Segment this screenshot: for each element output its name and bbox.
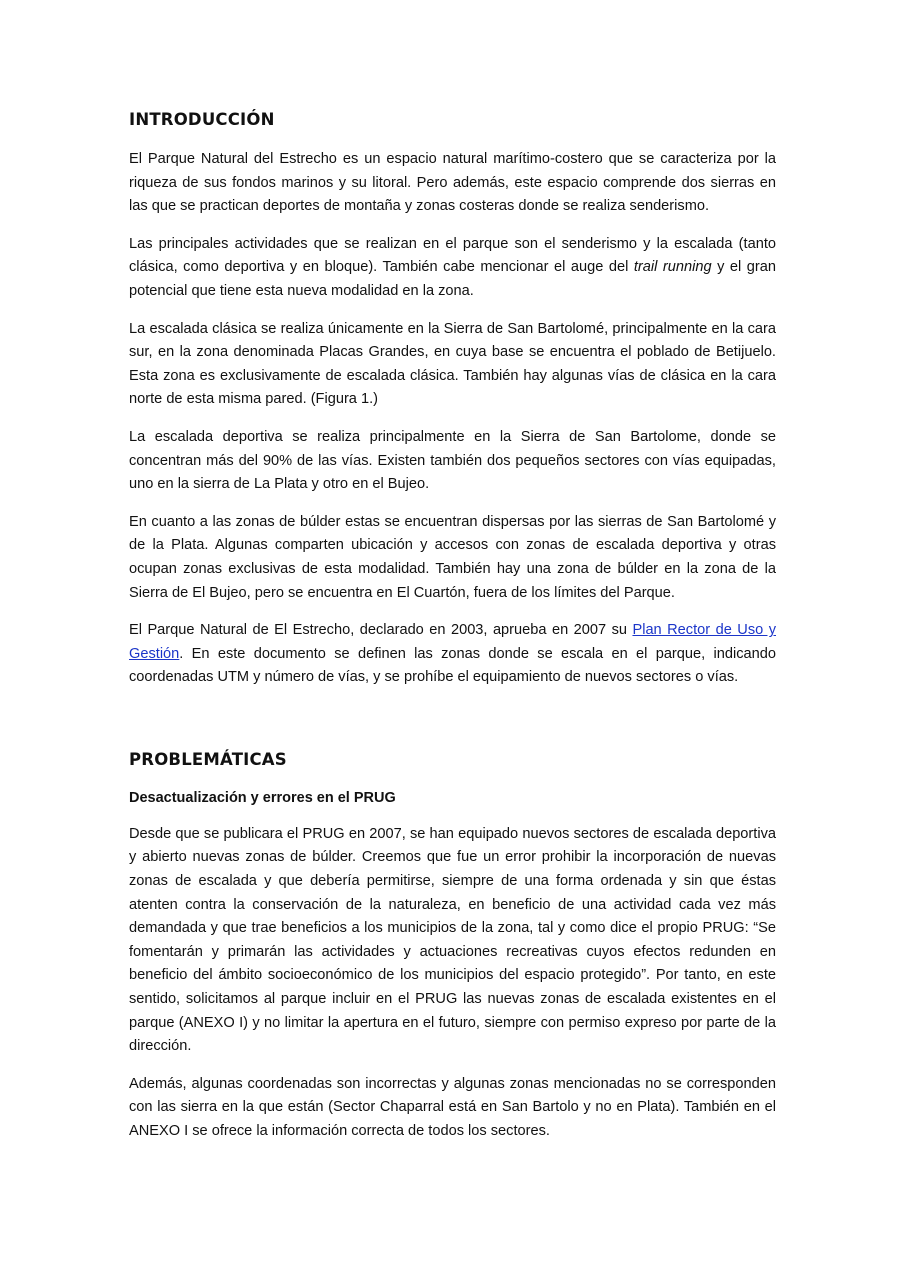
intro-paragraph-4: La escalada deportiva se realiza principalmente en la Sierra de San Bartolome, donde se concentran más del 90% de las vías. Existen también dos pequeños sectores con vías equipadas, uno en la sierra de La Plata y otro en el Bujeo. — [129, 428, 776, 493]
trail-running-term: trail running — [633, 259, 712, 276]
problems-paragraph-1: Desde que se publicara el PRUG en 2007, se han equipado nuevos sectores de escalada deportiva y abierto nuevas zonas de búlder. Creemos que fue un error prohibir la incorporación de nuevas zonas de escalada y que debería permitirse, siempre de una forma ordenada y sin que éstas atenten contra la conservación de la naturaleza, en beneficio de una actividad cada vez más demandada y que trae beneficios a los municipios de la zona, tal y como dice el propio PRUG: “Se fomentarán y primarán las actividades y actuaciones recreativas cuyos efectos redunden en beneficio del ámbito socioeconómico de los municipios del espacio protegido”. Por tanto, en este sentido, solicitamos al parque incluir en el PRUG las nuevas zonas de escalada existentes en el parque (ANEXO I) y no limitar la apertura en el futuro, siempre con permiso expreso por parte de la dirección. — [129, 825, 776, 1055]
intro-paragraph-2-text-a: Las principales actividades que se realizan en el parque son el senderismo y la escalada (tanto clásica, como deportiva y en bloque). También cabe mencionar el auge del — [129, 235, 776, 276]
intro-heading: INTRODUCCIÓN — [129, 110, 275, 129]
problems-paragraph-2: Además, algunas coordenadas son incorrectas y algunas zonas mencionadas no se corresponden con las sierra en la que están (Sector Chaparral está en San Bartolo y no en Plata). También en el ANEXO I se ofrece la información correcta de todos los sectores. — [129, 1075, 776, 1139]
intro-paragraph-6-text-a: El Parque Natural de El Estrecho, declarado en 2003, aprueba en 2007 su — [129, 622, 633, 639]
prug-link[interactable]: Plan Rector de Uso y Gestión — [129, 622, 776, 662]
intro-paragraph-6-text-b: . En este documento se definen las zonas donde se escala en el parque, indicando coordenadas UTM y número de vías, y se prohíbe el equipamiento de nuevos sectores o vías. — [129, 645, 776, 686]
intro-paragraph-6 — [129, 619, 776, 690]
intro-paragraph-3: La escalada clásica se realiza únicamente en la Sierra de San Bartolomé, principalmente en la cara sur, en la zona denominada Placas Grandes, en cuya base se encuentra el poblado de Betijuelo. Esta zona es exclusivamente de escalada clásica. También hay algunas vías de clásica en la cara norte de esta misma pared. (Figura 1.) — [129, 320, 776, 408]
problems-heading: PROBLEMÁTICAS — [129, 749, 287, 769]
problems-subheading: Desactualización y errores en el PRUG — [129, 789, 396, 806]
intro-paragraph-2-text-b: y el gran potencial que tiene esta nueva modalidad en la zona. — [129, 259, 776, 299]
intro-paragraph-1: El Parque Natural del Estrecho es un espacio natural marítimo-costero que se caracteriza por la riqueza de sus fondos marinos y su litoral. Pero además, este espacio comprende dos sierras en las que se practican deportes de montaña y zonas costeras donde se realiza senderismo. — [129, 151, 776, 215]
intro-paragraph-5: En cuanto a las zonas de búlder estas se encuentran dispersas por las sierras de San Bartolomé y de la Plata. Algunas comparten ubicación y accesos con zonas de escalada deportiva y otras ocupan zonas exclusivas de esta modalidad. También hay una zona de búlder en la zona de la Sierra de El Bujeo, pero se encuentra en El Cuartón, fuera de los límites del Parque. — [129, 513, 776, 601]
document-page — [129, 108, 776, 1158]
intro-paragraph-2 — [129, 233, 776, 304]
section-spacer — [129, 704, 776, 748]
